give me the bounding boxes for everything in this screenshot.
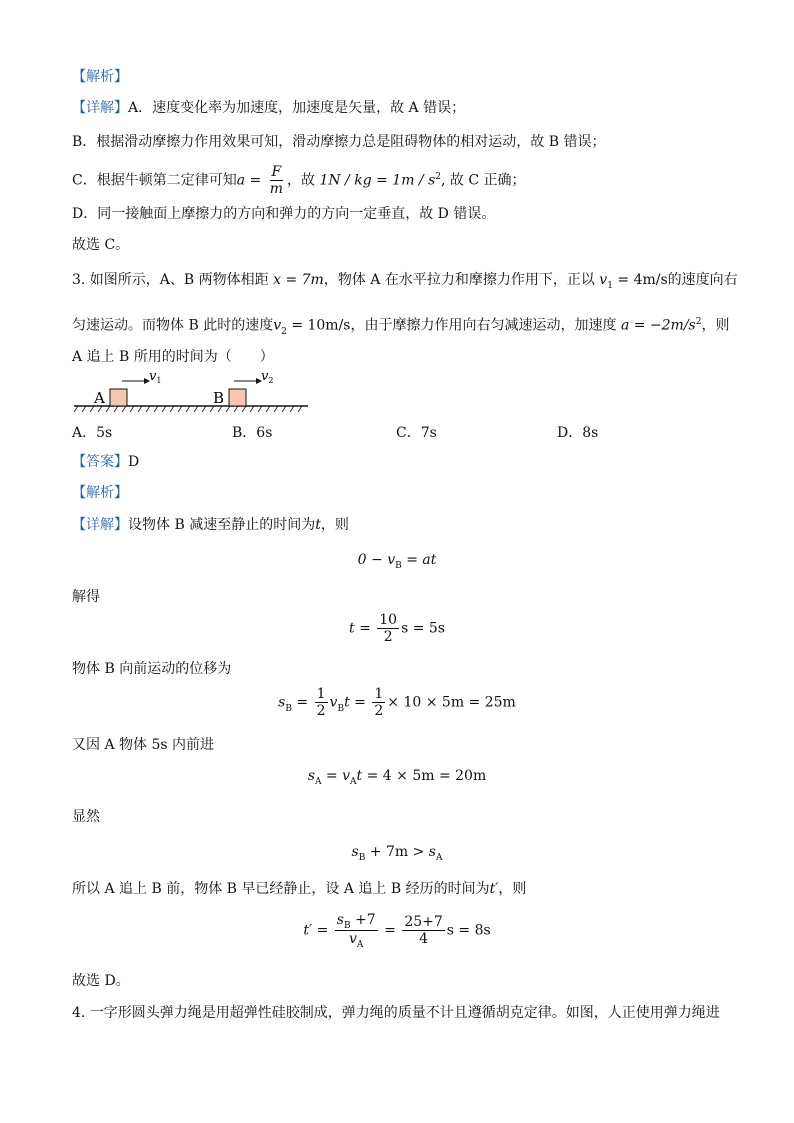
solution-line-5: 显然: [72, 809, 100, 825]
equation-1: $0 - v_B$ = at: [357, 552, 437, 571]
equation-6: t′ = $\frac{s_B +7}{v_A}$ = $\frac{25+7}{4}$ s = 8s: [303, 912, 491, 950]
solution-line-2: 解得: [72, 589, 100, 605]
label-v1: $v_1$: [149, 369, 162, 385]
equation-5: $s_B + 7m > s_A$: [351, 844, 443, 863]
option-b: B．6s: [232, 425, 273, 441]
equation-4: $s_A = v_At = 4 \times 5m = 20m$: [307, 768, 487, 787]
detail-line-b: B．根据滑动摩擦力作用效果可知，滑动摩擦力总是阻碍物体的相对运动，故 B 错误；: [72, 134, 606, 150]
label-v2: $v_2$: [261, 369, 274, 385]
q3-line-3: A 追上 B 所用的时间为（ ）: [72, 349, 274, 365]
q3-figure: [72, 368, 312, 418]
solution-line-4: 又因 A 物体 5s 内前进: [72, 737, 215, 753]
analysis-tag-2: 【解析】: [72, 485, 128, 501]
option-a: A．5s: [72, 425, 113, 441]
q4-line-1: 4. 一字形圆头弹力绳是用超弹性硅胶制成，弹力绳的质量不计且遵循胡克定律。如图，人正使用弹力绳进: [72, 1005, 720, 1021]
q3-line-1: 3. 如图所示，A、B 两物体相距 x = 7m，物体 A 在水平拉力和摩擦力作用下，正以 $v_1 = 4m/s$的速度向右: [72, 272, 738, 291]
block-a: [110, 389, 127, 406]
analysis-tag-1: 【解析】: [72, 69, 128, 85]
answer-line: 【答案】D: [72, 454, 140, 470]
newton-fraction: $\frac{F}{m}$: [269, 164, 283, 197]
label-b: B: [213, 389, 225, 407]
solution-line-3: 物体 B 向前运动的位移为: [72, 661, 232, 677]
option-d: D．8s: [557, 425, 599, 441]
equation-2: t = $\frac{10}{2}$ s = 5s: [348, 612, 446, 645]
label-a: A: [94, 389, 105, 407]
choice-d: 故选 D。: [72, 973, 130, 989]
option-c: C．7s: [396, 425, 437, 441]
solution-line-6: 所以 A 追上 B 前，物体 B 早已经静止，设 A 追上 B 经历的时间为t′，则: [72, 881, 527, 897]
detail-line-a: 【详解】A．速度变化率为加速度，加速度是矢量，故 A 错误；: [72, 100, 466, 116]
block-b: [229, 389, 246, 406]
detail-line-d: D．同一接触面上摩擦力的方向和弹力的方向一定垂直，故 D 错误。: [72, 206, 496, 222]
solution-line-1: 【详解】设物体 B 减速至静止的时间为t，则: [72, 517, 349, 533]
equation-3: $s_B$ = $\frac{1}{2}$ $v_Bt$ = $\frac{1}{2}$ × 10 × 5m = 25m: [278, 686, 516, 719]
detail-line-c: C．根据牛顿第二定律可知a = $\frac{F}{m}$ ，故 1N / kg = $1m / s^2$, 故 C 正确；: [72, 164, 526, 197]
q3-line-2: 匀速运动。而物体 B 此时的速度$v_2 = 10m/s$，由于摩擦力作用向右匀减速运动，加速度 $a = -2m/s^2$，则: [72, 317, 730, 337]
choice-c: 故选 C。: [72, 237, 130, 253]
